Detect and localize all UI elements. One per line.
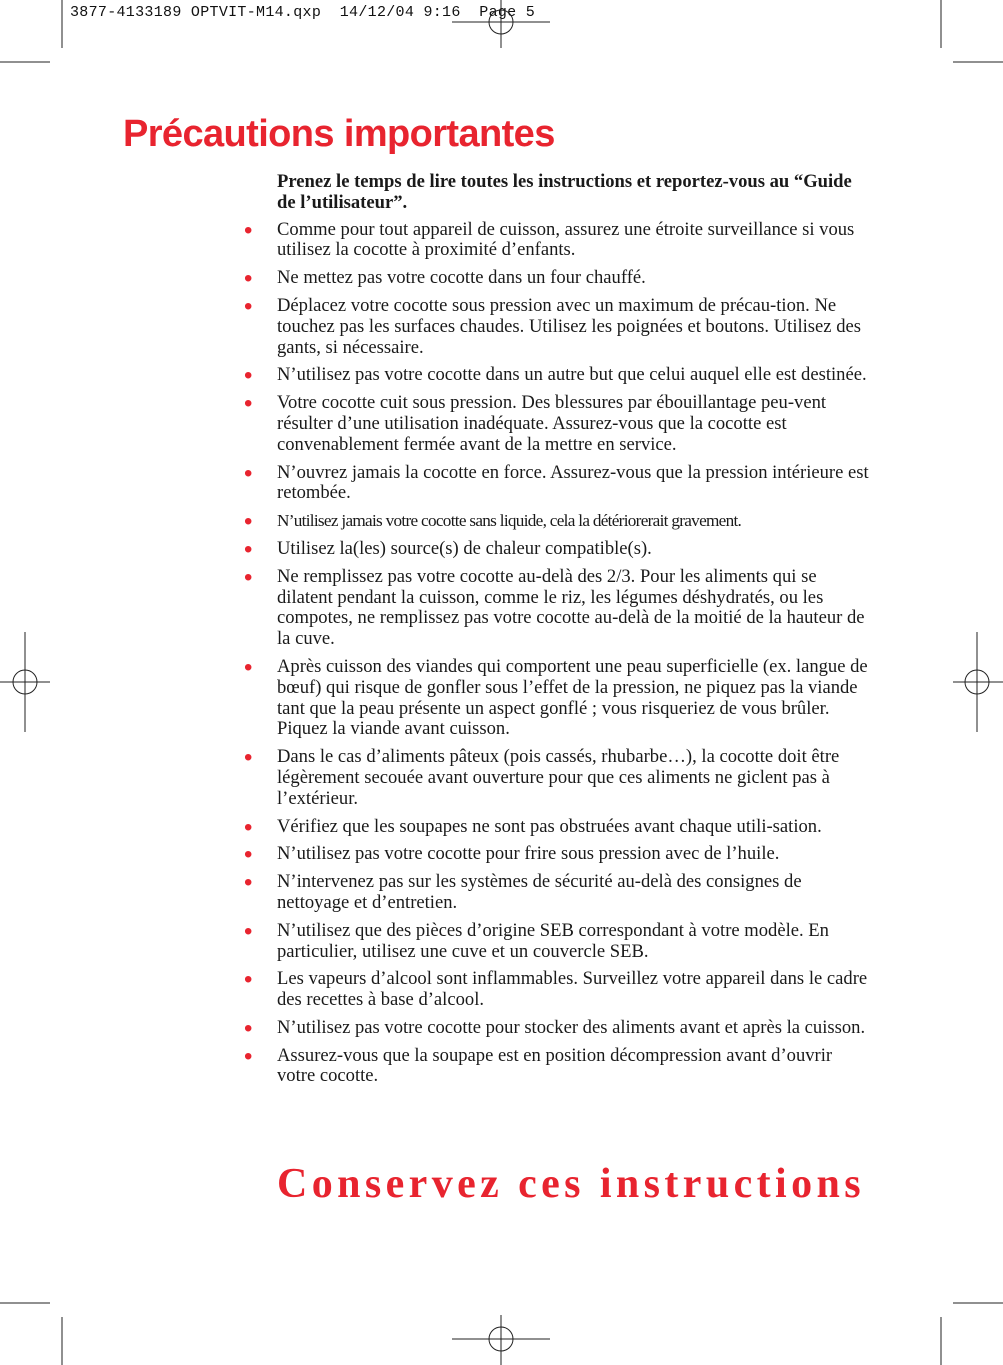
list-item-text: N’intervenez pas sur les systèmes de sécurité au-delà des consignes de nettoyage et d’entretien. bbox=[277, 871, 802, 913]
list-item bbox=[244, 841, 872, 869]
list-item-text: Dans le cas d’aliments pâteux (pois cassés, rhubarbe…), la cocotte doit être légèrement secouée avant ouverture pour que ces aliments ne giclent pas à l’extérieur. bbox=[277, 746, 840, 809]
list-item bbox=[244, 744, 872, 809]
precautions-list bbox=[244, 216, 872, 1088]
list-item-text: N’utilisez pas votre cocotte dans un autre but que celui auquel elle est destinée. bbox=[277, 364, 867, 386]
precautions-content bbox=[244, 171, 872, 1094]
list-item-text: N’utilisez pas votre cocotte pour stocker des aliments avant et après la cuisson. bbox=[277, 1016, 866, 1038]
bullet-icon: • bbox=[244, 966, 253, 994]
print-slug: 3877-4133189 OPTVIT-M14.qxp 14/12/04 9:16 Page 5 bbox=[70, 4, 536, 21]
list-item-text: Utilisez la(les) source(s) de chaleur compatible(s). bbox=[277, 537, 652, 559]
list-item-text: Assurez-vous que la soupape est en position décompression avant d’ouvrir votre cocotte. bbox=[277, 1044, 833, 1087]
bullet-icon: • bbox=[244, 653, 253, 681]
registration-target-bottom bbox=[452, 1315, 550, 1365]
list-item-text: N’utilisez que des pièces d’origine SEB correspondant à votre modèle. En particulier, utilisez une cuve et un couvercle SEB. bbox=[277, 919, 829, 962]
list-item bbox=[244, 292, 872, 358]
list-item bbox=[244, 1014, 872, 1042]
list-item-text: N’utilisez jamais votre cocotte sans liquide, cela la détériorerait gravement. bbox=[277, 511, 742, 531]
bullet-icon: • bbox=[244, 744, 253, 772]
list-item bbox=[244, 813, 872, 841]
page-title: Précautions importantes bbox=[123, 113, 555, 155]
bullet-icon: • bbox=[244, 1042, 253, 1070]
list-item-text: Vérifiez que les soupapes ne sont pas obstruées avant chaque utili-sation. bbox=[277, 815, 822, 837]
list-item bbox=[244, 563, 872, 650]
list-item bbox=[244, 459, 872, 505]
list-item bbox=[244, 265, 872, 293]
list-item bbox=[244, 869, 872, 914]
list-item-text: N’utilisez pas votre cocotte pour frire sous pression avec de l’huile. bbox=[277, 843, 780, 865]
list-item-text: Les vapeurs d’alcool sont inflammables. Surveillez votre appareil dans le cadre des recettes à base d’alcool. bbox=[277, 968, 868, 1011]
intro-text: Prenez le temps de lire toutes les instructions et reportez-vous au “Guide de l’utilisateur”. bbox=[277, 171, 852, 213]
bullet-icon: • bbox=[244, 535, 253, 563]
bullet-icon: • bbox=[244, 869, 253, 897]
bullet-icon: • bbox=[244, 362, 253, 390]
list-item-text: N’ouvrez jamais la cocotte en force. Assurez-vous que la pression intérieure est retombée. bbox=[277, 461, 869, 504]
bullet-icon: • bbox=[244, 390, 253, 418]
list-item bbox=[244, 917, 872, 963]
registration-target-left bbox=[0, 632, 50, 732]
list-item bbox=[244, 390, 872, 455]
registration-target-right bbox=[953, 632, 1003, 732]
bullet-icon: • bbox=[244, 917, 253, 945]
bullet-icon: • bbox=[244, 841, 253, 869]
bullet-icon: • bbox=[244, 216, 253, 244]
list-item bbox=[244, 508, 872, 536]
bullet-icon: • bbox=[244, 563, 253, 591]
list-item-text: Ne mettez pas votre cocotte dans un four chauffé. bbox=[277, 267, 646, 289]
list-item bbox=[244, 535, 872, 563]
list-item bbox=[244, 653, 872, 740]
bullet-icon: • bbox=[244, 508, 252, 536]
list-item bbox=[244, 216, 872, 262]
bullet-icon: • bbox=[244, 292, 253, 320]
list-item-text: Ne remplissez pas votre cocotte au-delà des 2/3. Pour les aliments qui se dilatent pendant la cuisson, comme le riz, les légumes déshydratés, ou les compotes, ne remplissez pas votre cocotte au-delà de la moitié de la hauteur de la cuve. bbox=[277, 565, 865, 650]
list-item-text: Déplacez votre cocotte sous pression avec un maximum de précau-tion. Ne touchez pas les surfaces chaudes. Utilisez les poignées et boutons. Utilisez des gants, si nécessaire. bbox=[277, 294, 861, 358]
bullet-icon: • bbox=[244, 1014, 253, 1042]
bullet-icon: • bbox=[244, 459, 253, 487]
bullet-icon: • bbox=[244, 265, 253, 293]
list-item bbox=[244, 1042, 872, 1088]
footer-heading: Conservez ces instructions bbox=[277, 1161, 865, 1207]
list-item bbox=[244, 966, 872, 1011]
bullet-icon: • bbox=[244, 813, 253, 841]
registration-target-top bbox=[452, 0, 550, 48]
list-item bbox=[244, 362, 872, 390]
list-item-text: Après cuisson des viandes qui comportent une peau superficielle (ex. langue de bœuf) qui risque de gonfler sous l’effet de la pression, ne piquez pas la viande tant que la peau présente un aspect gonflé ; vous risqueriez de vous brûler. Piquez la viande avant cuisson. bbox=[277, 655, 868, 740]
list-item-text: Votre cocotte cuit sous pression. Des blessures par ébouillantage peu-vent résulter d’une utilisation inadéquate. Assurez-vous que la cocotte est convenablement fermée avant de la mettre en service. bbox=[277, 392, 827, 455]
list-item-text: Comme pour tout appareil de cuisson, assurez une étroite surveillance si vous utilisez la cocotte à proximité d’enfants. bbox=[277, 218, 855, 261]
